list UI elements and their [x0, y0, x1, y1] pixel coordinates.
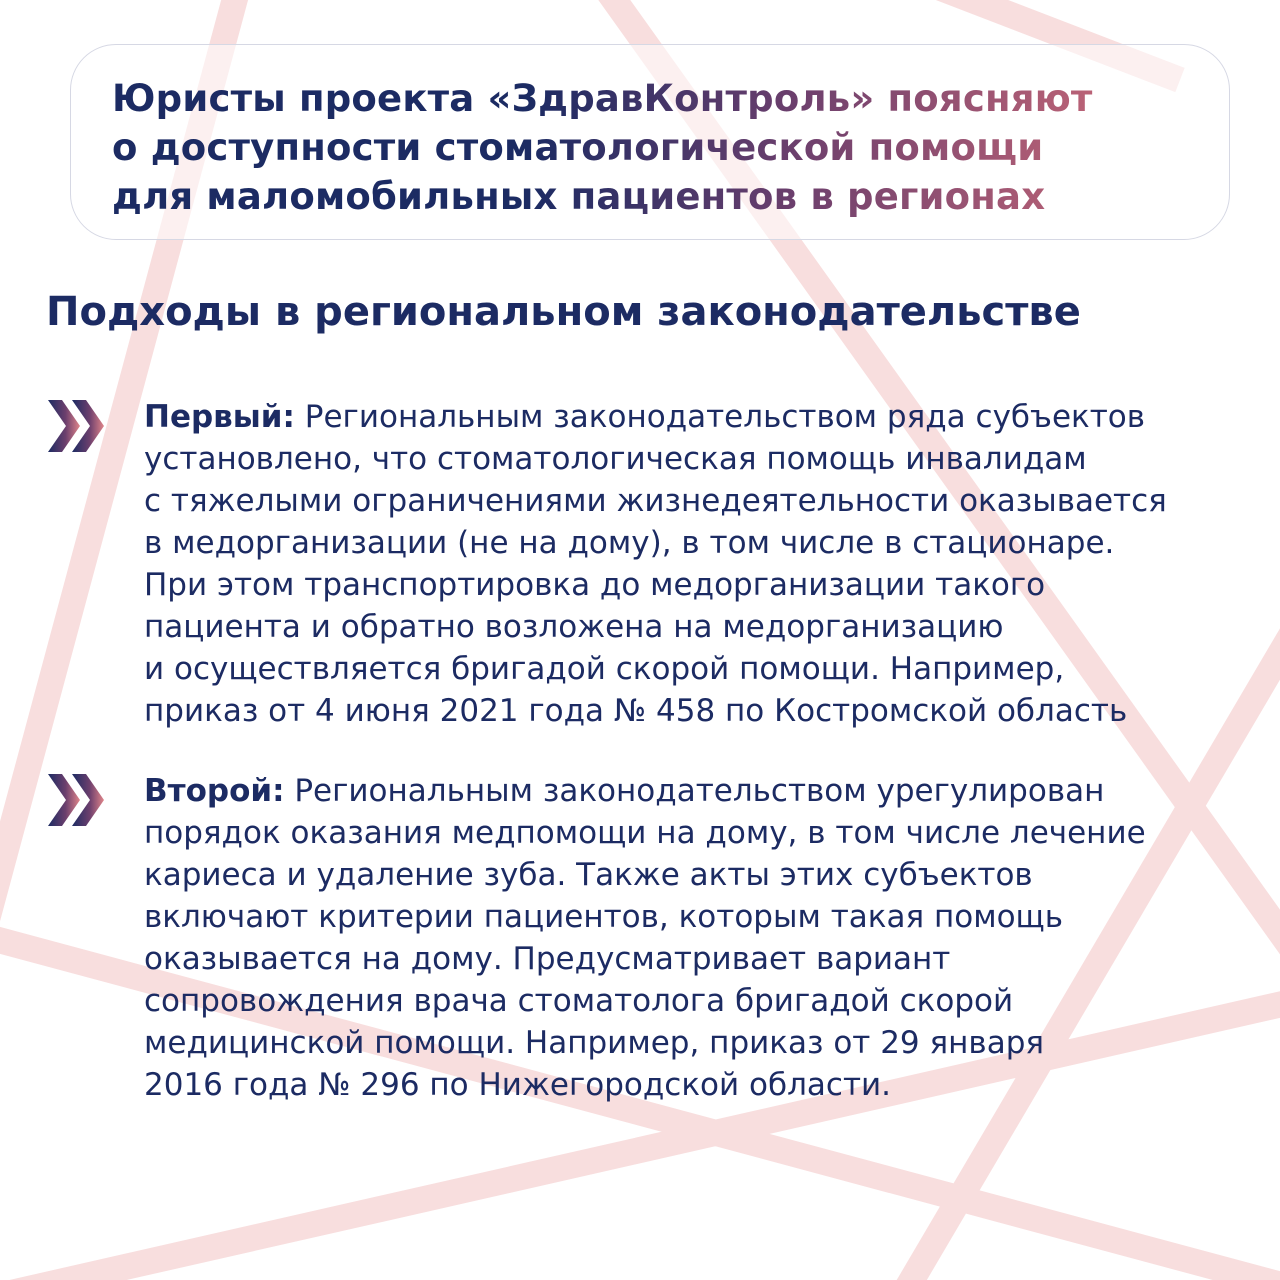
approach-text-line [144, 770, 1254, 812]
approach-text-line: медицинской помощи. Например, приказ от 29 января [144, 1025, 1045, 1061]
double-chevron-right-icon [46, 772, 108, 828]
approach-text-line: включают критерии пациентов, которым такая помощь [144, 899, 1064, 935]
approach-text-line: порядок оказания медпомощи на дому, в том числе лечение [144, 815, 1146, 851]
section-heading: Подходы в региональном законодательстве [46, 289, 1081, 335]
approach-label: Второй: [144, 773, 285, 809]
approach-text [144, 770, 1254, 1106]
approach-text-line: кариеса и удаление зуба. Также акты этих субъектов [144, 857, 1033, 893]
approach-text-line [144, 396, 1254, 438]
approach-text-line: При этом транспортировка до медорганизации такого [144, 567, 1046, 603]
approach-text-line: и осуществляется бригадой скорой помощи. Например, [144, 651, 1065, 687]
page-title-line: Юристы проекта «ЗдравКонтроль» поясняют [112, 77, 1093, 120]
approach-text-line: оказывается на дому. Предусматривает вариант [144, 941, 951, 977]
double-chevron-right-icon [46, 398, 108, 454]
page-title-line: для маломобильных пациентов в регионах [112, 175, 1046, 218]
approach-label: Первый: [144, 399, 295, 435]
approach-text-line: сопровождения врача стоматолога бригадой скорой [144, 983, 1014, 1019]
approach-text-line: с тяжелыми ограничениями жизнедеятельности оказывается [144, 483, 1167, 519]
approach-text [144, 396, 1254, 732]
approach-text-fragment: Региональным законодательством урегулирован [284, 773, 1105, 809]
page-title [112, 74, 1212, 221]
approach-text-line: приказ от 4 июня 2021 года № 458 по Костромской область [144, 693, 1128, 729]
approach-text-line: установлено, что стоматологическая помощь инвалидам [144, 441, 1087, 477]
approach-text-fragment: Региональным законодательством ряда субъектов [294, 399, 1146, 435]
approach-text-line: в медорганизации (не на дому), в том числе в стационаре. [144, 525, 1115, 561]
approach-text-line: 2016 года № 296 по Нижегородской области. [144, 1067, 892, 1103]
page-title-line: о доступности стоматологической помощи [112, 126, 1044, 169]
approach-text-line: пациента и обратно возложена на медорганизацию [144, 609, 1004, 645]
